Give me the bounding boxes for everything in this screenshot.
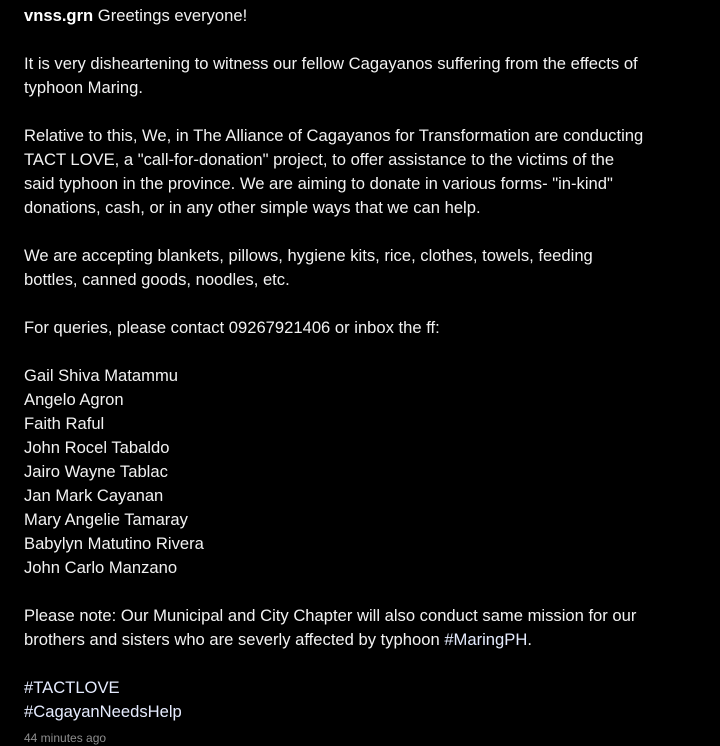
- hashtag-link[interactable]: #TACTLOVE: [24, 678, 120, 697]
- contact-name: Mary Angelie Tamaray: [24, 510, 188, 529]
- contact-name: Jairo Wayne Tablac: [24, 462, 168, 481]
- hashtag-link[interactable]: #CagayanNeedsHelp: [24, 702, 182, 721]
- paragraph-1-line-1: It is very disheartening to witness our fellow Cagayanos suffering from the effects of: [24, 54, 638, 73]
- note-line-1: Please note: Our Municipal and City Chapter will also conduct same mission for our: [24, 606, 637, 625]
- note-line-2-text: brothers and sisters who are severly affected by typhoon: [24, 630, 440, 649]
- paragraph-2-line-3: said typhoon in the province. We are aiming to donate in various forms- "in-kind": [24, 174, 613, 193]
- contact-name: Babylyn Matutino Rivera: [24, 534, 204, 553]
- contact-name: Gail Shiva Matammu: [24, 366, 179, 385]
- hashtag-link[interactable]: #MaringPH: [444, 630, 528, 649]
- paragraph-2-line-2: TACT LOVE, a "call-for-donation" project, to offer assistance to the victims of the: [24, 150, 615, 169]
- paragraph-2-line-4: donations, cash, or in any other simple ways that we can help.: [24, 198, 481, 217]
- contact-name: Jan Mark Cayanan: [24, 486, 164, 505]
- greeting-text: Greetings everyone!: [97, 6, 248, 25]
- contact-name: Faith Raful: [24, 414, 105, 433]
- note-period: .: [527, 630, 532, 649]
- username-link[interactable]: vnss.grn: [24, 6, 94, 25]
- post-caption: [24, 4, 704, 724]
- contact-name: John Rocel Tabaldo: [24, 438, 170, 457]
- paragraph-1-line-2: typhoon Maring.: [24, 78, 143, 97]
- contact-name: Angelo Agron: [24, 390, 124, 409]
- paragraph-2-line-1: Relative to this, We, in The Alliance of Cagayanos for Transformation are conducting: [24, 126, 644, 145]
- caption-first-line: [24, 4, 704, 28]
- contact-name: John Carlo Manzano: [24, 558, 178, 577]
- note-line-2: [24, 628, 704, 652]
- queries-text: For queries, please contact 09267921406 or inbox the ff:: [24, 318, 440, 337]
- paragraph-3-line-2: bottles, canned goods, noodles, etc.: [24, 270, 290, 289]
- paragraph-3-line-1: We are accepting blankets, pillows, hygiene kits, rice, clothes, towels, feeding: [24, 246, 593, 265]
- post-timestamp: 44 minutes ago: [24, 731, 107, 745]
